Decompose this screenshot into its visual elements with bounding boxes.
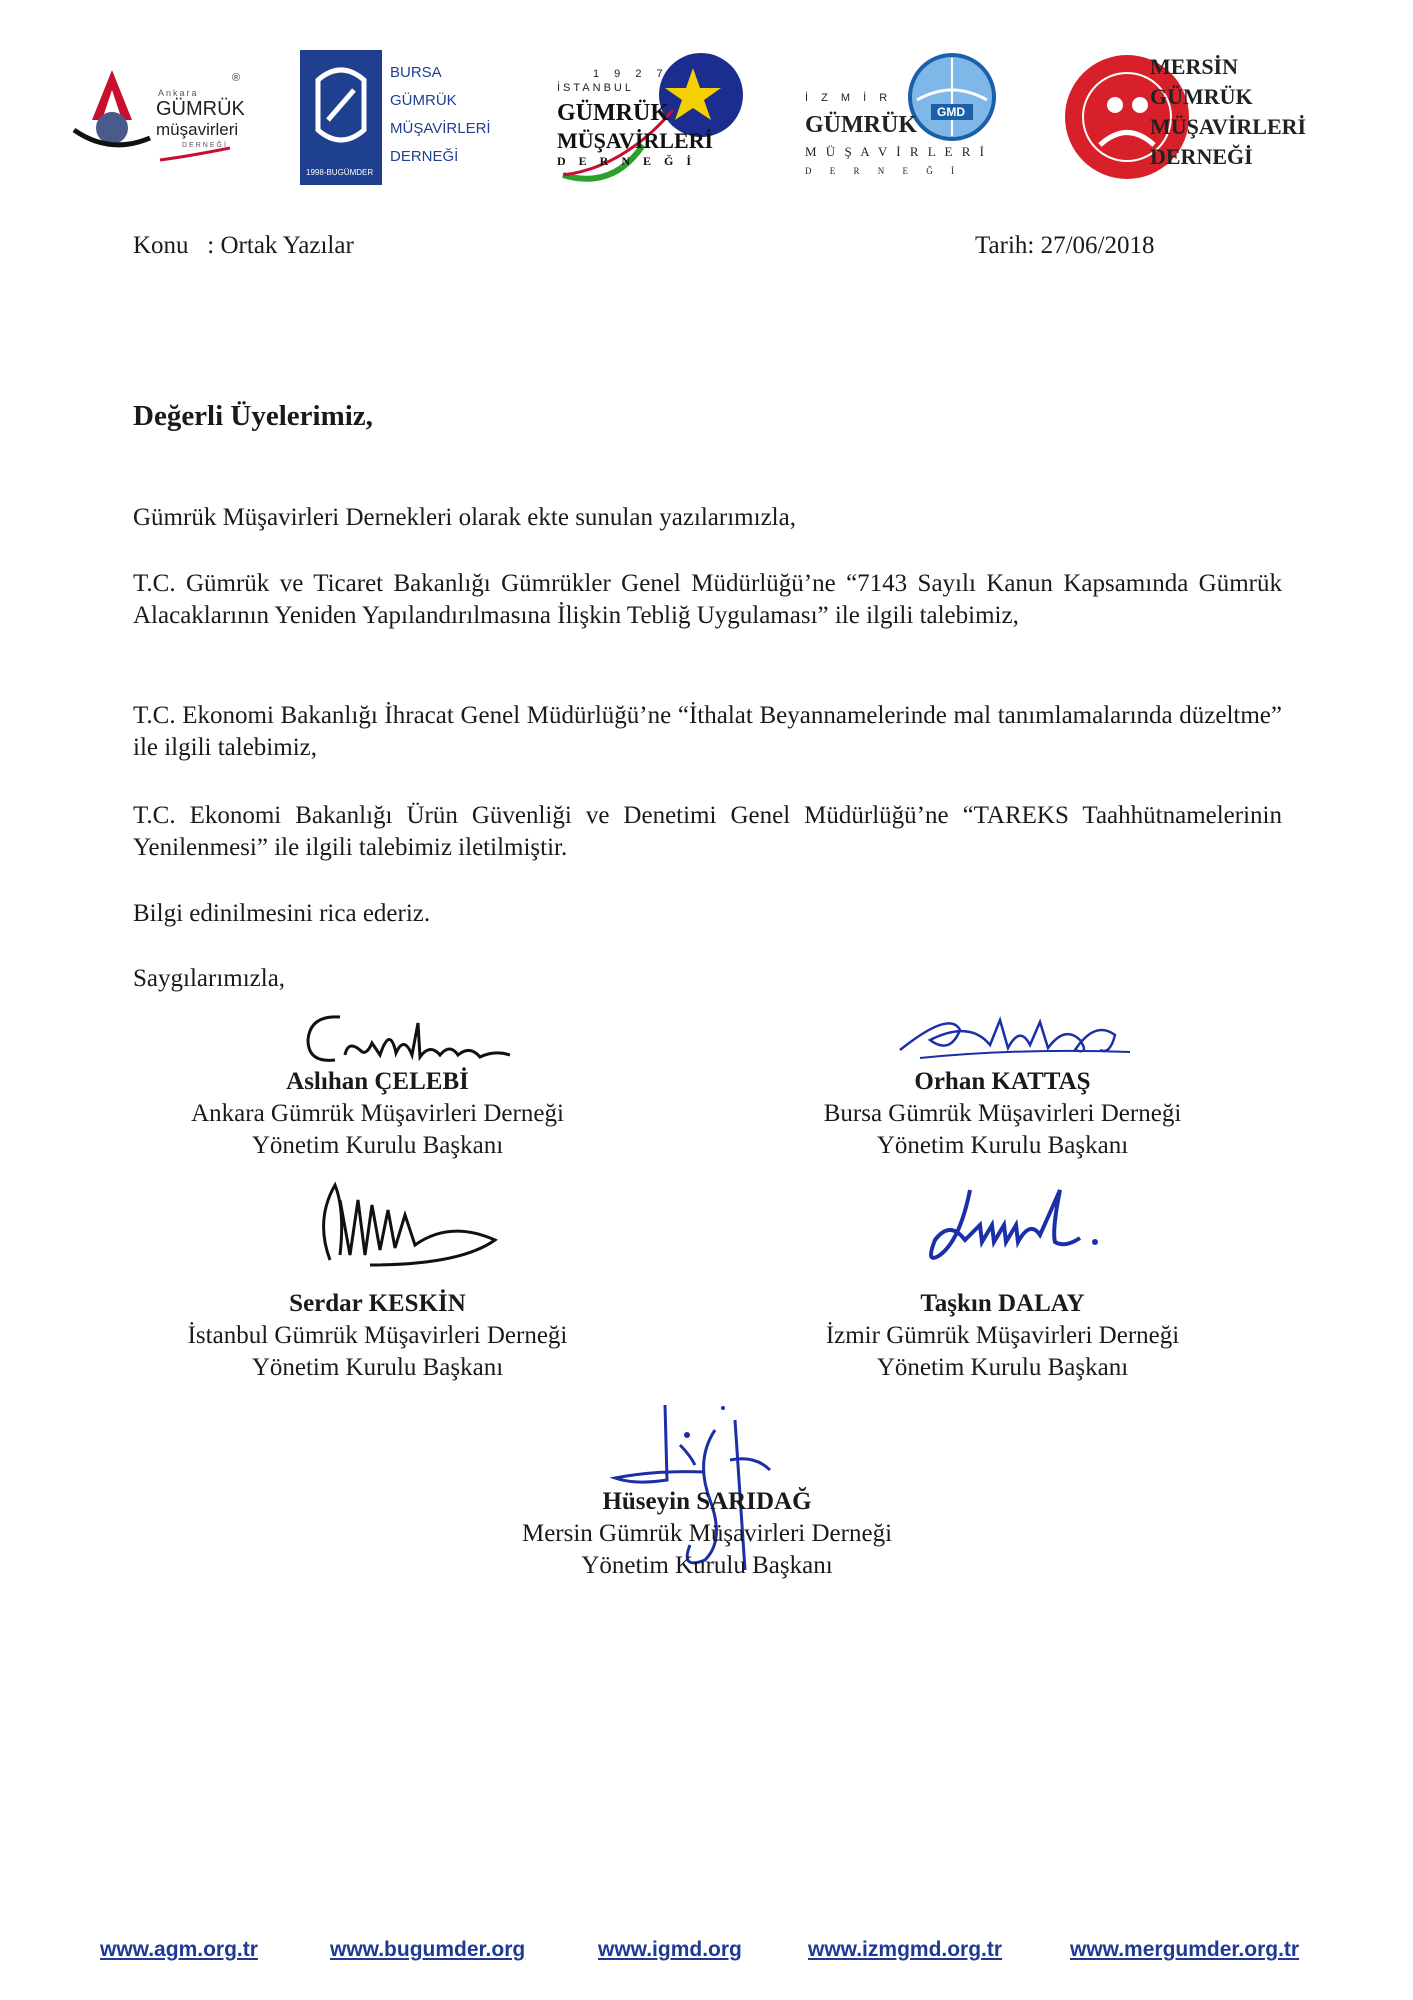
izmir-logo-line2: M Ü Ş A V İ R L E R İ [805, 144, 987, 159]
istanbul-logo-year: 1 9 2 7 [593, 68, 669, 80]
ankara-association-logo [70, 60, 250, 170]
istanbul-logo-city: İSTANBUL [557, 82, 634, 94]
handwritten-signature-kattas [890, 1000, 1150, 1070]
mersin-logo-line2: GÜMRÜK [1150, 84, 1253, 109]
footer-link-mergumder[interactable]: www.mergumder.org.tr [1070, 1938, 1300, 1961]
greeting: Değerli Üyelerimiz, [133, 400, 373, 432]
mersin-logo-line1: MERSİN [1150, 54, 1239, 79]
signatory-name-3: Serdar KESKİN [289, 1290, 466, 1317]
intro-paragraph: Gümrük Müşavirleri Dernekleri olarak ekte sunulan yazılarımızla, [133, 504, 796, 531]
ankara-logo-sub: müşavirleri [156, 120, 239, 139]
signatory-title-4: Yönetim Kurulu Başkanı [876, 1354, 1129, 1381]
istanbul-association-logo [553, 50, 748, 185]
handwritten-signature-celebi [300, 1005, 540, 1075]
signatory-name-2: Orhan KATTAŞ [914, 1068, 1091, 1095]
signatory-org-1: Ankara Gümrük Müşavirleri Derneği [191, 1100, 564, 1127]
bursa-association-logo [300, 50, 491, 185]
signatory-name-5: Hüseyin SARIDAĞ [602, 1488, 812, 1515]
izmir-logo-badge: GMD [937, 105, 965, 119]
request-paragraph-1: T.C. Gümrük ve Ticaret Bakanlığı Gümrükler Genel Müdürlüğü’ne “7143 Sayılı Kanun Kapsamında Gümrük Alacaklarının Yeniden Yapılandırılmasına İlişkin Tebliğ Uygulaması” ile ilgili talebimiz, [133, 570, 1282, 629]
bursa-logo-line4: DERNEĞİ [390, 148, 459, 165]
signatory-org-2: Bursa Gümrük Müşavirleri Derneği [823, 1100, 1182, 1127]
ankara-logo-mark: ® [232, 72, 241, 84]
istanbul-logo-line3: D E R N E Ğ İ [557, 154, 697, 168]
signatory-org-3: İstanbul Gümrük Müşavirleri Derneği [187, 1322, 568, 1349]
signatory-org-4: İzmir Gümrük Müşavirleri Derneği [825, 1322, 1180, 1349]
bursa-logo-block [300, 50, 382, 185]
request-paragraph-2: T.C. Ekonomi Bakanlığı İhracat Genel Müdürlüğü’ne “İthalat Beyannamelerinde mal tanımlamalarında düzeltme” ile ilgili talebimiz, [133, 702, 1282, 761]
signatory-title-5: Yönetim Kurulu Başkanı [581, 1552, 833, 1579]
letter-date: Tarih: 27/06/2018 [975, 232, 1155, 259]
footer-link-agm[interactable]: www.agm.org.tr [100, 1938, 258, 1961]
mersin-logo-line3: MÜŞAVİRLERİ [1150, 114, 1307, 139]
signatory-name-1: Aslıhan ÇELEBİ [286, 1068, 469, 1095]
handwritten-signature-dalay [920, 1180, 1120, 1280]
bursa-logo-line1: BURSA [390, 64, 442, 81]
istanbul-logo-line2: MÜŞAVİRLERİ [557, 128, 714, 153]
izmir-association-logo [805, 50, 1000, 190]
izmir-logo-line3: D E R N E Ğ İ [805, 166, 962, 176]
closing-request: Bilgi edinilmesini rica ederiz. [133, 900, 431, 927]
bursa-logo-caption: 1998-BUGÜMDER [306, 168, 374, 177]
signatory-org-5: Mersin Gümrük Müşavirleri Derneği [521, 1520, 893, 1547]
bursa-logo-emblem [300, 50, 382, 160]
signatory-title-1: Yönetim Kurulu Başkanı [251, 1132, 504, 1159]
signatory-name-4: Taşkın DALAY [920, 1290, 1085, 1317]
ankara-logo-city: Ankara [158, 88, 199, 98]
izmir-logo-city: İ Z M İ R [805, 92, 893, 104]
request-paragraph-3: T.C. Ekonomi Bakanlığı Ürün Güvenliği ve Denetimi Genel Müdürlüğü’ne “TAREKS Taahhütnamelerinin Yenilenmesi” ile ilgili talebimiz iletilmiştir. [133, 802, 1282, 861]
signatory-title-3: Yönetim Kurulu Başkanı [251, 1354, 504, 1381]
bursa-logo-line2: GÜMRÜK [390, 92, 457, 109]
handwritten-signature-keskin [310, 1170, 510, 1270]
izmir-logo-globe-icon [905, 50, 1000, 145]
signatory-title-2: Yönetim Kurulu Başkanı [876, 1132, 1129, 1159]
ankara-logo-tiny: DERNEĞİ [182, 142, 228, 149]
regards-line: Saygılarımızla, [133, 965, 286, 992]
footer-link-bugumder[interactable]: www.bugumder.org [330, 1938, 526, 1961]
ankara-logo-main: GÜMRÜK [156, 98, 245, 120]
footer-link-igmd[interactable]: www.igmd.org [598, 1938, 742, 1961]
istanbul-logo-line1: GÜMRÜK [557, 100, 669, 126]
bursa-logo-line3: MÜŞAVİRLERİ [390, 120, 491, 137]
mersin-association-logo [1060, 50, 1307, 190]
mersin-logo-line4: DERNEĞİ [1150, 144, 1253, 169]
izmir-logo-line1: GÜMRÜK [805, 112, 917, 138]
subject-line: Konu : Ortak Yazılar [133, 232, 354, 259]
footer-link-izmgmd[interactable]: www.izmgmd.org.tr [808, 1938, 1003, 1961]
